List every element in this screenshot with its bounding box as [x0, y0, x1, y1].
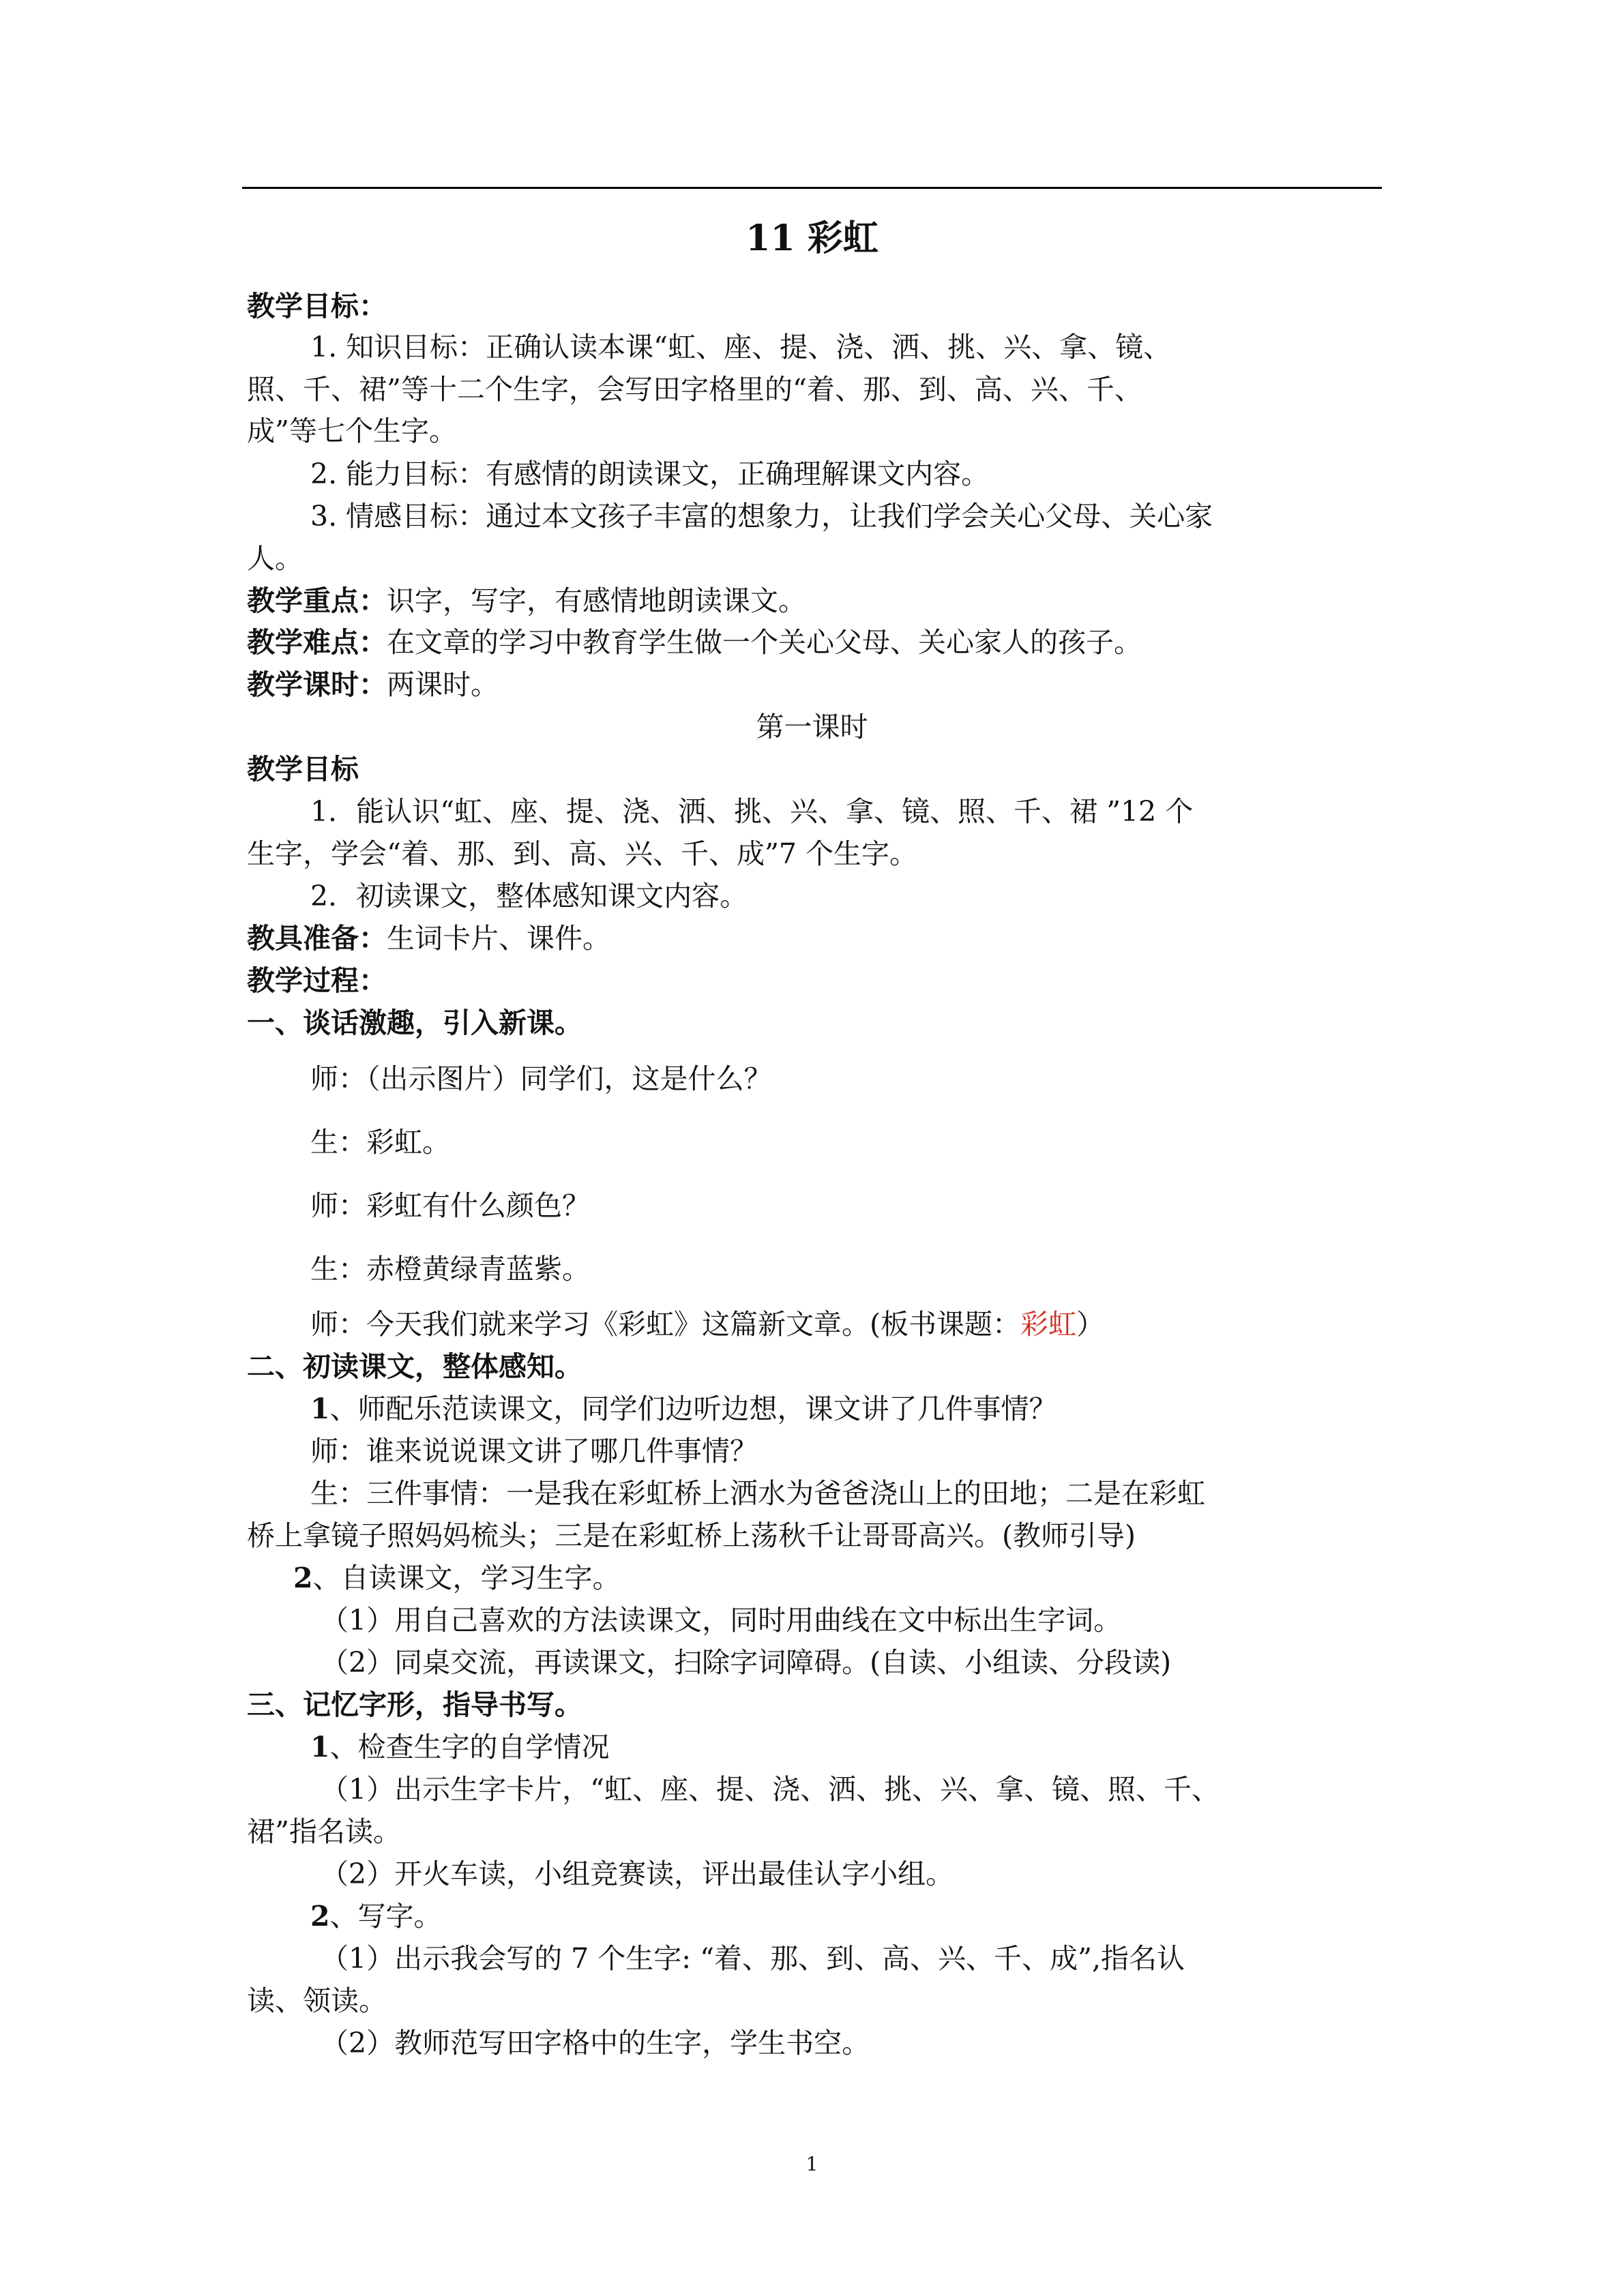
section-3-heading: 三、记忆字形，指导书写。	[247, 1688, 582, 1721]
step-text: 、自读课文，学习生字。	[312, 1562, 621, 1594]
header-rule	[242, 187, 1382, 189]
section-2-answer-line-2: 桥上拿镜子照妈妈梳头；三是在彩虹桥上荡秋千让哥哥高兴。(教师引导)	[247, 1519, 1136, 1552]
objectives-heading: 教学目标：	[247, 290, 387, 323]
class-hours-label: 教学课时：	[247, 668, 387, 701]
process-heading: 教学过程：	[247, 964, 387, 997]
step-text: 、检查生字的自学情况	[329, 1731, 610, 1763]
difficulties-text: 在文章的学习中教育学生做一个关心父母、关心家人的孩子。	[387, 626, 1142, 659]
key-points	[247, 580, 806, 622]
dialogue-line-5-text: 师：今天我们就来学习《彩虹》这篇新文章。(板书课题：	[310, 1308, 1020, 1341]
class-hours	[247, 664, 499, 706]
page-number: 1	[806, 2153, 818, 2175]
section-3-step-1-item-1-line-1: （1）出示生字卡片，“虹、座、提、浇、洒、挑、兴、拿、镜、照、千、	[321, 1773, 1220, 1806]
section-2-heading: 二、初读课文，整体感知。	[247, 1350, 582, 1383]
step-number: 1	[310, 1392, 330, 1425]
lesson-1-objective-1-line-2: 生字，学会“着、那、到、高、兴、千、成”7 个生字。	[247, 837, 918, 870]
key-points-label: 教学重点：	[247, 584, 387, 617]
section-2-step-2	[293, 1557, 621, 1599]
step-text: 、师配乐范读课文，同学们边听边想，课文讲了几件事情？	[329, 1392, 1057, 1425]
section-2-step-1	[310, 1388, 1057, 1430]
difficulties-label: 教学难点：	[247, 626, 387, 659]
dialogue-line-1: 师：（出示图片）同学们，这是什么？	[310, 1062, 772, 1095]
section-3-step-2-item-1-line-1: （1）出示我会写的 7 个生字: “着、那、到、高、兴、千、成”,指名认	[321, 1942, 1185, 1975]
lesson-1-heading: 第一课时	[756, 711, 868, 743]
class-hours-text: 两课时。	[387, 668, 499, 701]
objective-1-line-3: 成”等七个生字。	[247, 415, 457, 447]
section-2-step-2-item-1: （1）用自己喜欢的方法读课文，同时用曲线在文中标出生字词。	[321, 1604, 1122, 1637]
section-2-step-2-item-2: （2）同桌交流，再读课文，扫除字词障碍。(自读、小组读、分段读)	[321, 1646, 1172, 1679]
teaching-tools-text: 生词卡片、课件。	[387, 922, 610, 955]
page-title: 11 彩虹	[745, 218, 879, 259]
dialogue-line-3: 师：彩虹有什么颜色？	[310, 1189, 590, 1222]
section-2-answer-line-1: 生：三件事情：一是我在彩虹桥上洒水为爸爸浇山上的田地；二是在彩虹	[310, 1477, 1205, 1510]
objective-1-line-2: 照、千、裙”等十二个生字，会写田字格里的“着、那、到、高、兴、千、	[247, 373, 1142, 406]
dialogue-line-5	[310, 1303, 1104, 1345]
section-3-step-2-item-1-line-2: 读、领读。	[247, 1984, 387, 2017]
section-3-step-1-item-1-line-2: 裙”指名读。	[247, 1815, 401, 1848]
step-number: 2	[293, 1562, 313, 1594]
section-3-step-1	[310, 1726, 610, 1768]
board-title-highlight: 彩虹	[1020, 1308, 1076, 1341]
objective-2: 2. 能力目标：有感情的朗读课文，正确理解课文内容。	[310, 458, 990, 490]
lesson-1-objective-2: 2．初读课文，整体感知课文内容。	[310, 880, 748, 912]
dialogue-line-5-end: ）	[1076, 1308, 1104, 1341]
step-text: 、写字。	[329, 1900, 442, 1933]
key-points-text: 识字，写字，有感情地朗读课文。	[387, 584, 806, 617]
lesson-1-objective-1-line-1: 1．能认识“虹、座、提、浇、洒、挑、兴、拿、镜、照、千、裙 ”12 个	[310, 795, 1194, 828]
objective-1-line-1: 1. 知识目标：正确认读本课“虹、座、提、浇、洒、挑、兴、拿、镜、	[310, 331, 1172, 363]
objective-3-line-1: 3. 情感目标：通过本文孩子丰富的想象力，让我们学会关心父母、关心家	[310, 500, 1213, 533]
section-3-step-1-item-2: （2）开火车读，小组竞赛读，评出最佳认字小组。	[321, 1858, 954, 1890]
difficulties	[247, 621, 1142, 664]
teaching-tools-label: 教具准备：	[247, 922, 387, 955]
step-number: 2	[310, 1900, 330, 1933]
step-number: 1	[310, 1731, 330, 1763]
dialogue-line-4: 生：赤橙黄绿青蓝紫。	[310, 1253, 590, 1285]
lesson-1-objectives-heading: 教学目标	[247, 753, 359, 786]
section-2-question: 师：谁来说说课文讲了哪几件事情？	[310, 1435, 758, 1467]
objective-3-line-2: 人。	[247, 542, 303, 575]
dialogue-line-2: 生：彩虹。	[310, 1126, 450, 1159]
section-3-step-2-item-2: （2）教师范写田字格中的生字，学生书空。	[321, 2027, 870, 2059]
section-1-heading: 一、谈话激趣，引入新课。	[247, 1007, 582, 1039]
section-3-step-2	[310, 1895, 442, 1937]
teaching-tools	[247, 917, 610, 959]
